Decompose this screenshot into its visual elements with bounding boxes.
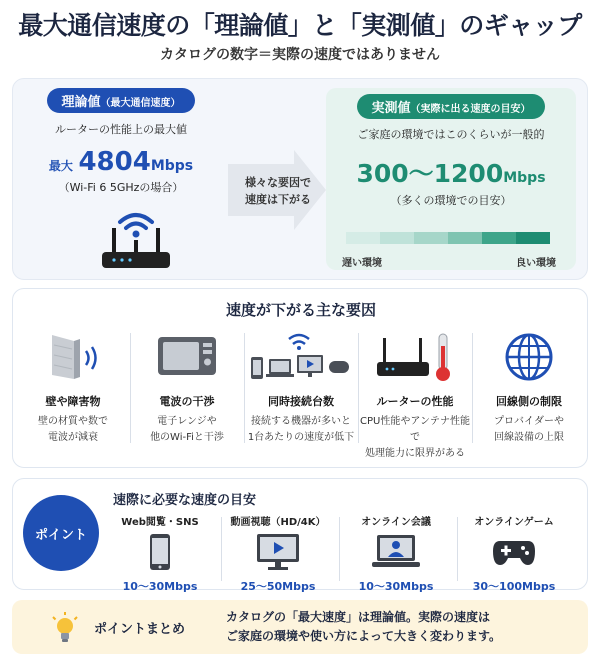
lightbulb-icon	[50, 612, 80, 648]
speed-range-segment	[448, 232, 482, 244]
factor-desc-line: 接続する機器が多いと	[251, 416, 351, 427]
globe-icon	[473, 329, 585, 385]
factor-title: 同時接続台数	[268, 395, 334, 408]
real-speed-value: 300～1200	[356, 159, 504, 188]
real-section	[326, 88, 576, 270]
bar-label-slow: 遅い環境	[342, 258, 382, 269]
use-gaming	[459, 513, 569, 594]
factor-title: 壁や障害物	[45, 395, 101, 408]
summary-line-1: カタログの「最大速度」は理論値。実際の速度は	[226, 610, 491, 624]
factor-connections	[245, 329, 357, 459]
divider	[221, 517, 222, 581]
theory-note: （Wi-Fi 6 5GHzの場合）	[58, 181, 184, 194]
divider	[339, 517, 340, 581]
use-web	[105, 513, 215, 594]
speed-range-segment	[414, 232, 448, 244]
factor-desc-line: 処理能力に限界がある	[365, 448, 465, 459]
real-label-pill	[357, 94, 544, 119]
use-speed: 10～30Mbps	[358, 580, 434, 593]
real-speed-unit: Mbps	[503, 170, 546, 186]
factor-desc-line: 電波が減衰	[48, 432, 98, 443]
factor-desc-line: 1台あたりの速度が低下	[247, 432, 355, 443]
wall-signal-icon	[17, 329, 129, 385]
factor-line-limit	[473, 329, 585, 459]
real-label: 実測値	[371, 101, 411, 116]
point-badge: ポイント	[23, 495, 99, 571]
factor-desc-line: 他のWi-Fiと干渉	[150, 432, 224, 443]
factor-router-performance	[359, 329, 471, 459]
theory-speed-unit: Mbps	[150, 158, 194, 174]
theory-speed-value: 4804	[78, 147, 151, 177]
page-title: 最大通信速度の「理論値」と「実測値」のギャップ	[18, 11, 582, 40]
theory-description: ルーターの性能上の最大値	[55, 123, 187, 136]
factor-title: 回線側の制限	[496, 395, 562, 408]
microwave-icon	[131, 329, 243, 385]
use-video	[223, 513, 333, 594]
arrow-line-1: 様々な要因で	[245, 176, 311, 189]
use-title: オンラインゲーム	[474, 517, 554, 528]
theory-label: 理論値	[61, 95, 101, 110]
factor-desc-line: 回線設備の上限	[494, 432, 564, 443]
page-subtitle: カタログの数字＝実際の速度ではありません	[160, 47, 440, 63]
factors-panel	[12, 288, 588, 468]
theory-label-sub: （最大通信速度）	[100, 98, 181, 109]
factor-title: 電波の干渉	[159, 395, 215, 408]
real-speed	[326, 154, 576, 190]
factors-heading: 速度が下がる主な要因	[225, 301, 376, 319]
arrow-caption	[232, 174, 324, 208]
use-speed: 25～50Mbps	[240, 580, 316, 593]
factor-desc-line: CPU性能やアンテナ性能で	[360, 416, 470, 443]
speed-range-bar	[346, 232, 550, 244]
use-title: Web閲覧・SNS	[121, 517, 199, 528]
point-heading: 速際に必要な速度の目安	[113, 493, 257, 508]
real-note: （多くの環境での目安）	[390, 194, 512, 207]
laptop-meeting-icon	[341, 532, 451, 572]
theory-label-pill	[47, 88, 194, 113]
real-description: ご家庭の環境ではこのくらいが一般的	[357, 128, 545, 141]
factor-desc-line: 電子レンジや	[157, 416, 217, 427]
factor-desc-line: 壁の材質や数で	[38, 416, 108, 427]
speed-range-segment	[346, 232, 380, 244]
smartphone-icon	[105, 532, 215, 572]
use-meeting	[341, 513, 451, 594]
speed-range-segment	[516, 232, 550, 244]
speed-range-segment	[482, 232, 516, 244]
point-panel	[12, 478, 588, 593]
use-speed: 10～30Mbps	[122, 580, 198, 593]
devices-icon	[245, 329, 357, 385]
factor-interference	[131, 329, 243, 459]
summary-banner	[12, 600, 588, 654]
factor-desc-line: プロバイダーや	[494, 416, 564, 427]
use-title: 動画視聴（HD/4K）	[230, 517, 326, 528]
divider	[457, 517, 458, 581]
use-speed: 30～100Mbps	[472, 580, 556, 593]
use-title: オンライン会議	[361, 517, 431, 528]
speed-range-segment	[380, 232, 414, 244]
factor-title: ルーターの性能	[376, 395, 454, 408]
factor-walls	[17, 329, 129, 459]
bar-label-good: 良い環境	[516, 258, 556, 269]
video-monitor-icon	[223, 532, 333, 572]
summary-line-2: ご家庭の環境や使い方によって大きく変わります。	[226, 629, 502, 643]
summary-title: ポイントまとめ	[94, 622, 186, 637]
theory-speed	[16, 147, 226, 177]
wifi-router-icon	[96, 206, 176, 276]
theory-prefix: 最大	[48, 159, 73, 173]
router-thermometer-icon	[359, 329, 471, 385]
real-label-sub: （実際に出る速度の目安）	[410, 104, 531, 115]
arrow-line-2: 速度は下がる	[245, 193, 311, 206]
summary-message	[226, 608, 501, 646]
gamepad-icon	[459, 532, 569, 572]
